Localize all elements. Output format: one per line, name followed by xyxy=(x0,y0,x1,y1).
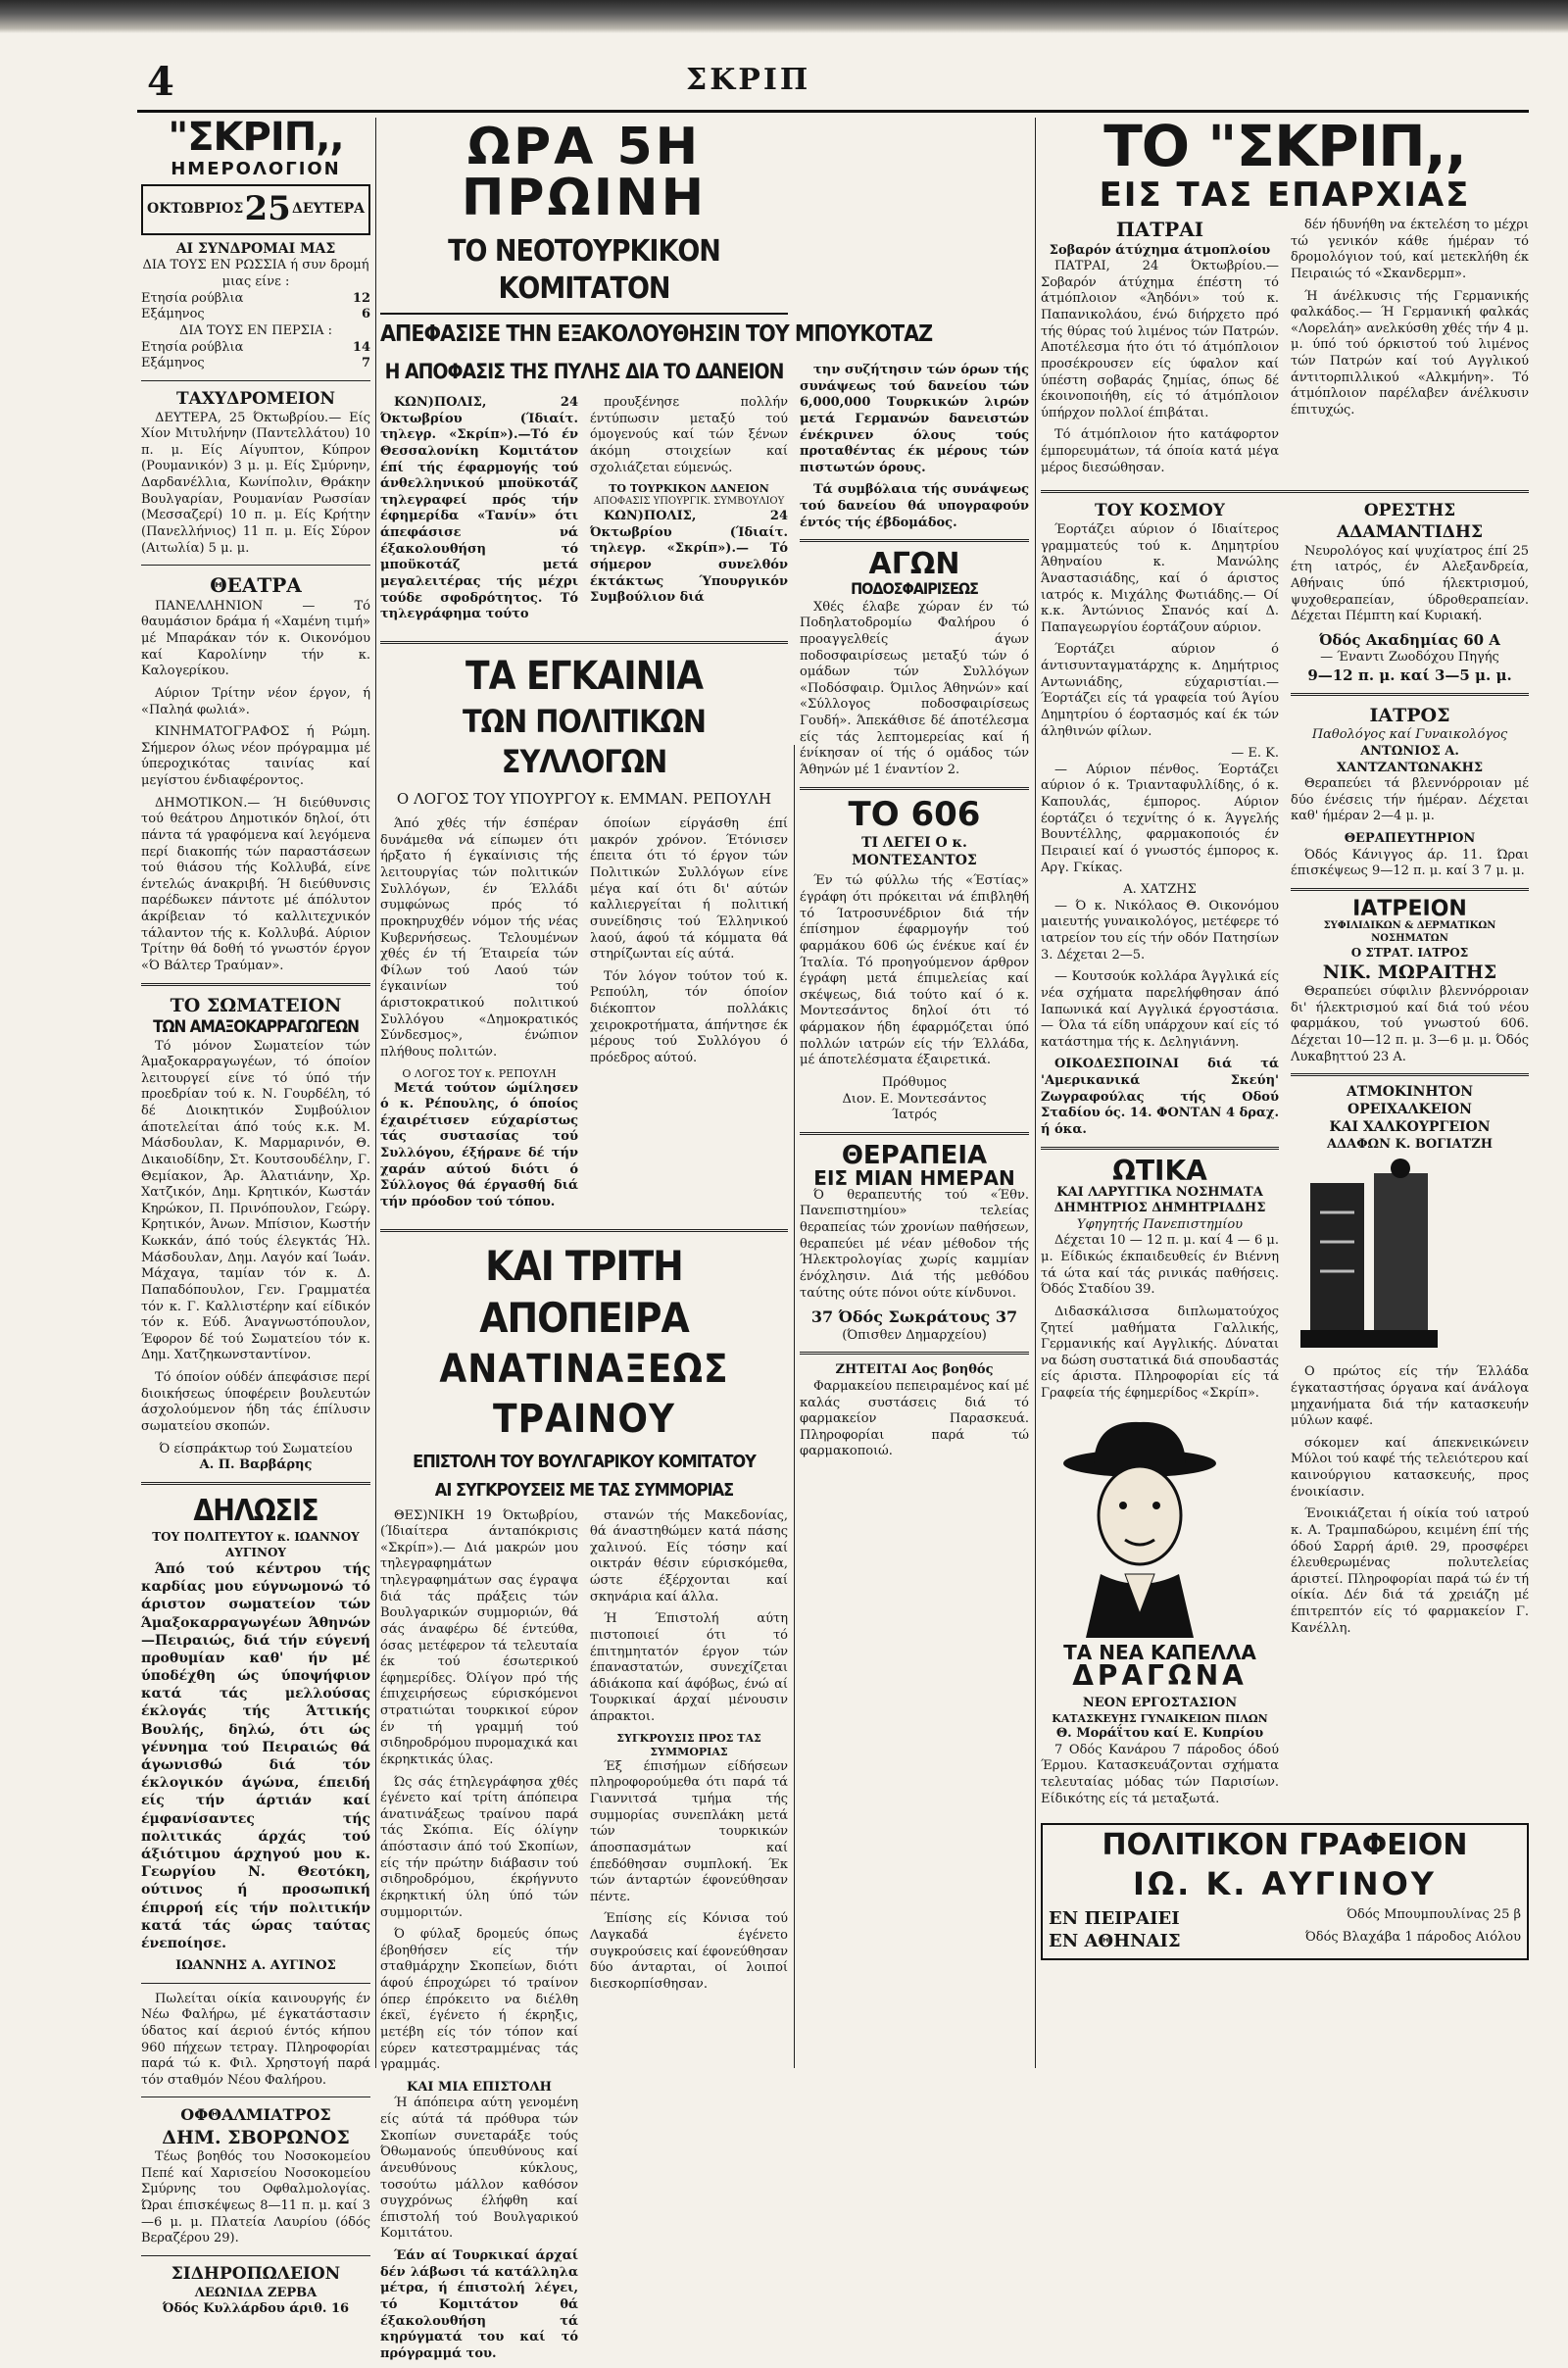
hats-subtitle: ΚΑΤΑΣΚΕΥΗΣ ΓΥΝΑΙΚΕΙΩΝ ΠΙΛΩΝ xyxy=(1052,1711,1268,1725)
therapeutirion-title: ΘΕΡΑΠΕΥΤΗΡΙΟΝ xyxy=(1344,831,1476,847)
article-paragraph: Ή άπόπειρα αύτη γενομένη είς αύτά τά πρόθυρα τών Σκοπίων συνεταράξε τούς Όθωμανούς ύπευθύνους καί άνευθύνους κύκλους, τοσούτω μάλλον καθόσον συγχρόνως έλήφθη καί έπιστολή τού Βουλγαρικού Κομιτάτου. xyxy=(380,2096,578,2242)
article-paragraph: Ή άνέλκυσις τής Γερμανικής φαλκάδος.— Ή Γερμανική φαλκάς «Λορελάη» ανελκύσθη χθές τήν 4 μ. μ. ύπό τού όρκιστού τού λιμένος τών Πατρών καί τού Αγγλικού άντιτορπιλλικού «Αλκμήνη». Τό άτμόπλοιον παρέλαβεν άνέλκυσιν έπιτυχώς. xyxy=(1291,288,1529,418)
atmok-text: Ο πρώτος είς τήν Έλλάδα έγκαταστήσας όργανα καί άνάλογα μηχανήματα διά τήν κατασκευήν μύλων καφέ. xyxy=(1291,1364,1529,1429)
doctor-title: ΟΡΕΣΤΗΣ ΑΔΑΜΑΝΤΙΔΗΣ xyxy=(1337,501,1483,543)
subscription-row: Εξάμηνος 6 xyxy=(141,307,370,322)
headline-komitaton: ΤΟ ΝΕΟΤΟΥΡΚΙΚΟΝ ΚΟΜΙΤΑΤΟΝ xyxy=(380,233,788,315)
otika-subtitle: Υφηγητής Πανεπιστημίου xyxy=(1076,1216,1244,1232)
headline-letter: ΕΠΙΣΤΟΛΗ ΤΟΥ ΒΟΥΛΓΑΡΙΚΟΥ ΚΟΜΙΤΑΤΟΥ xyxy=(413,1452,756,1473)
article-paragraph: ΠΑΤΡΑΙ, 24 Όκτωβρίου.— Σοβαρόν άτύχημα έπέστη τό άτμόπλοιον «Άηδόνι» τού κ. Παπανικολάου, ένώ διήρχετο πρό τής θύρας τού λιμένος τών Πατρών. Αποτέλεσμα ήτο ότι τό άτμόπλοιον προσέκρουσεν είς ύφαλον καί ύπέστη σοβαράς ζημίας, όπως δέ έκοινοποιήθη, είς τό άτμόπλοιον ύπήρχον πολλοί έπιβάται. xyxy=(1041,259,1279,420)
therapy-address: 37 Όδός Σωκράτους 37 xyxy=(810,1307,1018,1327)
column-rule xyxy=(794,745,795,2068)
subhead: ΚΑΙ ΜΙΑ ΕΠΙΣΤΟΛΗ xyxy=(407,2079,552,2095)
t606-text: Έν τώ φύλλω τής «Έστίας» έγράφη ότι πρόκειται νά έπιβληθή τό Ίατροσυνέδριον διά τήν έπίσημον έφαρμογήν τού φαρμάκου 606 ώς ένέκυε καί έν Ίταλία. Τό προηγούμενον άρθρον έγράφη μετά έπιμελείας καί σκέψεως, διά τούτο καί ό κ. Μοντεσάντος δηλοί ότι τό φάρμακον ήδη έφαρμόζεται ύπό πολλών ιατρών είς τήν Έλλάδα, μέ άποτελέσματα έξαιρετικά. xyxy=(800,873,1029,1068)
column-calendar xyxy=(141,115,370,2317)
ironmonger-title: ΣΙΔΗΡΟΠΩΛΕΙΟΝ xyxy=(171,2263,341,2284)
t606-sign: Πρόθυμος xyxy=(881,1074,948,1090)
union-text: Τό μόνον Σωματείον τών Άμαξοκαρραγωγέων, τό όποίον λειτουργεί είνε τό ύπό τήν προεδρίαν τού κ. Ν. Γουρδέλη, τό δέ Διοικητικόν Συμβούλιον άποτελείται άπό τούς κ.κ. Μ. Μάσδουλαν, Κ. Μαρμαρινόν, Θ. Δικαιοδίδην, Στ. Κουτσουδέλην, Γ. Θεμίακον, Άρ. Άλατιάνην, Χρ. Χατζικόν, Δημ. Κρητικόν, Κωστάν Κηρώκον, Π. Πρινόπουλον, Γεώργ. Κρητικόν, Άνων. Μπίσιον, Κωστήν Κωκκάν, άπό τούς έλεγκτάς Ήλ. Μάσδουλαν, Δημ. Λαγόν καί Ίωάν. Μάχαγα, ταμίαν τόν κ. Δ. Παπαδόπουλον, Γεν. Γραμματέα τόν κ. Γ. Καλλιστέρην καί είδικόν τόν κ. Εύδ. Άναγνωστόπουλον, Έφορον δέ τού Σωματείου τόν κ. Δημ. Χατζηκωνσταντίνον. xyxy=(141,1038,370,1363)
otika-text: Δέχεται 10 — 12 π. μ. καί 4 — 6 μ. μ. Είδικώς έκπαιδευθείς έν Βιέννη τά ώτα καί τάς ρινικάς παθήσεις. Όδός Σταδίου 39. xyxy=(1041,1233,1279,1298)
kosmos-sign: Α. ΧΑΤΖΗΣ xyxy=(1123,882,1197,898)
football-subtitle: ΠΟΔΟΣΦΑΙΡΙΣΕΩΣ xyxy=(851,579,978,599)
loan-article xyxy=(380,395,788,629)
calendar-month: ΟΚΤΩΒΡΙΟΣ xyxy=(147,200,244,217)
article-paragraph: Ή Έπιστολή αύτη πιστοποιεί ότι τό έπιτημητατόν έργον τών έπαναστατών, συνεχίζεται άδιάκοπα καί άφόβως, ένώ αί Τουρκικαί άρχαί μένουσιν άπρακτοι. xyxy=(590,1611,788,1725)
article-paragraph: στανών τής Μακεδονίας, θά άναστηθώμεν κατά πάσης χαλινού. Είς τόσην καί οικτράν θέσιν εύρισκόμεθα, ώστε έξέρχονται καί σκηνάρια καί άλλα. xyxy=(590,1507,788,1604)
subhead: Ο ΛΟΓΟΣ ΤΟΥ κ. ΡΕΠΟΥΛΗ xyxy=(402,1066,557,1080)
iatreion-text: Θεραπεύει σύφιλιν βλεννόρροιαν δι' ήλεκτρισμού καί διά τού νέου φαρμάκου, τού γνωστού 606. Δέχεται 10—12 π. μ. 3—6 μ. μ. Όδός Λυκαβηττού 23 Α. xyxy=(1291,984,1529,1064)
political-office-title: ΠΟΛΙΤΙΚΟΝ ΓΡΑΦΕΙΟΝ xyxy=(1102,1828,1468,1863)
t606-sign: Ίατρός xyxy=(891,1108,938,1123)
column-rule xyxy=(1035,118,1036,2068)
atmok-title: ΑΤΜΟΚΙΝΗΤΟΝ ΟΡΕΙΧΑΛΚΕΙΟΝ xyxy=(1346,1084,1474,1118)
calendar-date xyxy=(141,184,370,235)
headline-clubs: ΤΩΝ ΠΟΛΙΤΙΚΩΝ ΣΥΛΛΟΓΩΝ xyxy=(463,703,706,780)
atmok-subtitle: ΚΑΙ ΧΑΛΚΟΥΡΓΕΙΟΝ xyxy=(1329,1119,1491,1136)
iatreion-name: ΝΙΚ. ΜΩΡΑΙΤΗΣ xyxy=(1322,961,1497,983)
attempt-article xyxy=(380,1508,788,2368)
otika-subtitle: ΚΑΙ ΛΑΡΥΓΓΙΚΑ ΝΟΣΗΜΑΤΑ xyxy=(1056,1184,1263,1200)
theatres-title: ΘΕΑΤΡΑ xyxy=(210,573,302,598)
doctor-text: Νευρολόγος καί ψυχίατρος έπί 25 έτη ιατρός, έν Αλεξανδρεία, Αθήναις ύπό ήλεκτρισμού, ψυχοθεραπείαν, ύδροθεραπείαν. Δέχεται Πέμπτη καί Κυριακή. xyxy=(1291,543,1529,624)
wanted-title: ΖΗΤΕΙΤΑΙ Αος βοηθός xyxy=(835,1362,994,1378)
article-paragraph: Τά συμβόλαια τής συνάψεως τού δανείου θά υπογραφούν έντός τής έβδομάδος. xyxy=(800,482,1029,530)
calendar-weekday: ΔΕΥΤΕΡΑ xyxy=(291,200,365,217)
headline-inauguration: ΤΑ ΕΓΚΑΙΝΙΑ xyxy=(466,653,703,699)
iatreion-title: ΙΑΤΡΕΙΟΝ xyxy=(1352,896,1467,921)
therapy-title: ΘΕΡΑΠΕΙΑ xyxy=(841,1140,988,1170)
hats-name: ΔΡΑΓΩΝΑ xyxy=(1072,1659,1248,1693)
headline-loan: Η ΑΠΟΦΑΣΙΣ ΤΗΣ ΠΥΛΗΣ ΔΙΑ ΤΟ ΔΑΝΕΙΟΝ xyxy=(384,360,784,384)
article-paragraph: ΚΩΝ)ΠΟΛΙΣ, 24 Όκτωβρίου (Ίδιαίτ. τηλεγρ. «Σκρίπ»).— Τό σήμερον συνελθόν έκτάκτως Ύπουργικόν Συμβούλιον διά xyxy=(590,509,788,606)
article-paragraph: Ώς σάς έτηλεγράφησα χθές έγένετο καί τρίτη άπόπειρα άνατινάξεως τραίνου παρά τάς Σκόπια. Είς όλίγην άπόστασιν άπό τού Σκοπίων, είς τήν πρώτην διάβασιν τού σιδηροδρόμου, έκρήγνυτο έκρηκτική ύλη ύπό τών συμμοριτών. xyxy=(380,1774,578,1920)
column-provinces xyxy=(1041,113,1529,2068)
ophthalmologist-name: ΔΗΜ. ΣΒΟΡΩΝΟΣ xyxy=(162,2126,350,2148)
iatros-title: ΙΑΤΡΟΣ xyxy=(1369,704,1450,726)
theatres-item: ΔΗΜΟΤΙΚΟΝ.— Ή διεύθυνσις τού θεάτρου Δημοτικόν δηλοί, ότι πάντα τά γραφόμενα καί λεγόμενα περί διακοπής τών παραστάσεων τού θιάσου τής Κολλυβά, είνε έντελώς άνακριβή. Ή διεύθυνσις παρέδωκεν πάντοτε μέ άπόλυτον άκρίβειαν τό καλλιτεχνικόν τάλαντον τής κ. Κολλυβά. Αύριον Τρίτην θά δοθή τό γνωστόν έργον «Ό Βάλτερ Τραύμαν». xyxy=(141,795,370,973)
union-sign: Α. Π. Βαρβάρης xyxy=(199,1457,313,1473)
calendar-subtitle: ΗΜΕΡΟΛΟΓΙΟΝ xyxy=(171,159,341,179)
column-rule xyxy=(375,118,376,2068)
t606-title: ΤΟ 606 xyxy=(848,794,981,834)
subhead: ΑΠΟΦΑΣΙΣ ΥΠΟΥΡΓΙΚ. ΣΥΜΒΟΥΛΙΟΥ xyxy=(593,496,785,508)
kosmos-text: — Κουτσούκ κολλάρα Άγγλικά είς νέα σχήματα παρελήφθησαν άπό Ιαπωνικά καί Αγγλικά έργοστάσια.— Όλα τά είδη υπάρχουν καί είς τό κατάστημα τής κ. Δεληγιάννη. xyxy=(1041,969,1279,1050)
article-paragraph: Άπό χθές τήν έσπέραν δυνάμεθα νά είπωμεν ότι ήρξατο ή έγκαίνισις τής λειτουργίας τών πολιτικών Συλλόγων, έν Έλλάδι συμφώνως πρός τό προκηρυχθέν νόμον τής νέας Κυβερνήσεως. Τελουμένων χθές έν τή Έταιρεία τών Φίλων τού Λαού τών έγκαινίων τού άριστοκρατικού πολιτικού Συλλόγου «Δημοκρατικός Σύνδεσμος», ένώπιον πλήθους πολιτών. xyxy=(380,816,578,1060)
football-text: Χθές έλαβε χώραν έν τώ Ποδηλατοδρομίω Φαλήρου ό προαγγελθείς άγων ποδοσφαιρίσεως μεταξύ τών ό ομάδων τών Συλλόγων «Ποδόσφαιρ. Όμιλος Άθηνών» καί «Σύλλογος ποδοσφαιρίσεως Γουδή». Άπεκάθισε δέ άποτέλεσμα είς τάς λεπτομερείας καί ή ένίκησαν οί τής ό ομάδος τών Άθηνών μέ 1 έναντίον 2. xyxy=(800,599,1029,777)
banner-headline: ΩΡΑ 5Η ΠΡΩΙΝΗ xyxy=(461,118,708,227)
t606-sign: Διον. Ε. Μοντεσάντος xyxy=(842,1091,987,1107)
subscriptions-persia: ΔΙΑ ΤΟΥΣ ΕΝ ΠΕΡΣΙΑ : xyxy=(178,322,333,338)
otika-name: ΔΗΜΗΤΡΙΟΣ ΔΗΜΗΤΡΙΑΔΗΣ xyxy=(1054,1201,1266,1216)
otika-title: ΩΤΙΚΑ xyxy=(1112,1154,1207,1187)
article-paragraph: Τόν λόγον τούτον τού κ. Ρεπούλη, τόν όποίον διέκοπτον πολλάκις χειροκροτήματα, άπήντησε έκ μέρους τού Συλλόγου ό πρόεδρος αύτού. xyxy=(590,968,788,1065)
union-text: Τό όποίον ούδέν άπεφάσισε περί διοικήσεως ύποφέρειν βουλευτών άσχολούμενον ήδη τάς έπίλυσιν σωματείου σκοπών. xyxy=(141,1370,370,1434)
article-paragraph: όποίων είργάσθη έπί μακρόν χρόνον. Έτόνισεν έπειτα ότι τό έργον τών Πολιτικών Συλλόγων είνε μέγα καί ότι δι' αύτών καλλιεργείται ή πολιτική συνείδησις τού Έλληνικού λαού, άφού τά κόμματα θά στηρίζωνται είς αύτά. xyxy=(590,816,788,962)
article-paragraph: την συζήτησιν τών όρων τής συνάψεως τού δανείου τών 6,000,000 Τουρκικών λιρών μετά Γερμανών δανειστών ένέκρινεν όλους τούς προταθέντας έκ μέρους τών πιστωτών όρους. xyxy=(800,363,1029,475)
patrai-lead: Σοβαρόν άτύχημα άτμοπλοίου xyxy=(1049,242,1271,258)
headline-clashes: ΑΙ ΣΥΓΚΡΟΥΣΕΙΣ ΜΕ ΤΑΣ ΣΥΜΜΟΡΙΑΣ xyxy=(434,1480,734,1502)
provinces-body xyxy=(1041,501,1529,1813)
ophthalmologist-text: Τέως βοηθός του Νοσοκομείου Πεπέ καί Χαρισείου Νοσοκομείου Σμύρνης του Οφθαλμολογίας. Ώραι έπισκέψεως 8—11 π. μ. καί 3—6 μ. μ. Πλατεία Λαυρίου (όδός Βεραζέρου 29). xyxy=(141,2149,370,2246)
hats-subtitle: ΝΕΟΝ ΕΡΓΟΣΤΑΣΙΟΝ xyxy=(1082,1696,1238,1711)
therapy-text: Ό θεραπευτής τού «Έθν. Πανεπιστημίου» τελείας θεραπείας τών χρονίων παθήσεων, θεραπεύει μέ νέαν μέθοδον τής Ήλεκτρολογίας χωρίς καμμίαν ένόχλησιν. Διά τής μεθόδου ταύτης ούτε πόνοι ούτε κίνδυνοι. xyxy=(800,1187,1029,1301)
doctor-address: Όδός Ακαδημίας 60 Α xyxy=(1319,630,1500,649)
therapy-address: (Όπισθεν Δημαρχείου) xyxy=(842,1327,987,1343)
hats-address: Θ. Μοράΐτου καί Ε. Κυπρίου xyxy=(1055,1726,1264,1742)
subscription-row: Ετησία ρούβλια 14 xyxy=(141,339,370,355)
hats-text: 7 Οδός Κανάρου 7 πάροδος όδού Έρμου. Κατασκευάζονται σχήματα τελευταίας μόδας τών Παρισίων. Είδικότης είς τά μεταξωτά. xyxy=(1041,1742,1279,1806)
house-text: Ένοικιάζεται ή οίκία τού ιατρού κ. Α. Τραμπαδώρου, κειμένη έπί τής όδού Σαρρή άριθ. 29, προσφέρει έλευθερωμένας πολυτελείας άριστεί. Πληροφορίαι παρά τώ έν τή οίκία. Δέν διά τά χρειάζη μέ έπιτρεπτόν είς τό φαρμακείον Γ. Κανέλλη. xyxy=(1291,1506,1529,1636)
theatres-item: ΠΑΝΕΛΛΗΝΙΟΝ — Τό θαυμάσιον δράμα ή «Χαμένη τιμή» μέ Μπαράκαν τόν κ. Οικονόμου καί Καρολίνην τήν κ. Καλογερίκου. xyxy=(141,598,370,679)
declaration-title: ΔΗΛΩΣΙΣ xyxy=(193,1493,318,1528)
article-paragraph: Μετά τούτον ώμίλησεν ό κ. Ρέπουλης, ό όποίος έχαιρέτισεν εύχαρίστως τάς συστασίας τού Συλλόγου, έξήρανε δέ τήν χαράν αύτού διότι ό Σύλλογος θά έργασθή διά τήν πρόοδον τού τόπου. xyxy=(380,1080,578,1209)
article-paragraph: ΘΕΣ)ΝΙΚΗ 19 Όκτωβρίου, (Ίδιαίτερα άνταπόκρισις «Σκρίπ»).— Διά μακρών μου τηλεγραφημάτων τηλεγραφημάτων σας έγραψα διά τάς πράξεις τών Βουλγαρικών συμμοριών, θά σάς άναφέρω δέ έντεύθα, όσας μετέφερον τά τελευταία έκ τού έσωτερικού έφημερίδες. Όλίγον πρό τής έπιχειρήσεως εύρισκόμενοι στρατιώται τουρκικοί εύρον έν τή γραμμή τού σιδηροδρόμου πυρομαχικά και έκρηκτικάς ύλας. xyxy=(380,1507,578,1767)
article-paragraph: Έπίσης είς Κόνισα τού Λαγκαδά έγένετο συγκρούσεις καί έφονεύθησαν δύο άνταρται, οί λοιποί διεσκορπίσθησαν. xyxy=(590,1911,788,1992)
subscriptions-title: ΑΙ ΣΥΝΔΡΟΜΑΙ ΜΑΣ xyxy=(175,240,336,257)
iatreion-subtitle: ΣΥΦΙΛΙΔΙΚΩΝ & ΔΕΡΜΑΤΙΚΩΝ ΝΟΣΗΜΑΤΩΝ xyxy=(1323,919,1496,944)
iatreion-doc: Ο ΣΤΡΑΤ. ΙΑΤΡΟΣ xyxy=(1350,945,1469,960)
headline-third-attempt: ΚΑΙ ΤΡΙΤΗ ΑΠΟΠΕΙΡΑ xyxy=(479,1241,689,1343)
headline-boycott: ΑΠΕΦΑΣΙΣΕ ΤΗΝ ΕΞΑΚΟΛΟΥΘΗΣΙΝ ΤΟΥ ΜΠΟΥΚΟΤΑΖ xyxy=(380,321,933,347)
page-number: 4 xyxy=(147,59,174,105)
therapy-subtitle: ΕΙΣ ΜΙΑΝ ΗΜΕΡΑΝ xyxy=(813,1165,1015,1190)
hats-title: ΤΑ ΝΕΑ ΚΑΠΕΛΛΑ xyxy=(1063,1641,1256,1665)
headline-train: ΑΝΑΤΙΝΑΞΕΩΣ ΤΡΑΙΝΟΥ xyxy=(439,1347,729,1443)
article-paragraph: Ό φύλαξ δρομεύς όπως έβοηθήσεν είς τήν σταθμάρχην Σκοπείων, διότι άφού έπροχώρει τό τραίνον όπερ έπρόκειτο να διέλθη έκεϊ, έγένετο ή έκρηξις, μετέβη είς τόν τόπον καί εύρεν κατεστραμμένας τάς γραμμάς. xyxy=(380,1927,578,2073)
masthead: ΣΚΡΙΠ xyxy=(686,63,811,97)
coffee-mill-illustration xyxy=(1291,1154,1447,1359)
political-office-row: ΕΝ ΠΕΙΡΑΙΕΙ Όδός Μπουμπουλίνας 25 β xyxy=(1049,1907,1521,1930)
provinces-subtitle: ΕΙΣ ΤΑΣ ΕΠΑΡΧΙΑΣ xyxy=(1099,175,1471,215)
subscriptions-russia: ΔΙΑ ΤΟΥΣ ΕΝ ΡΩΣΣΙΑ ή συν δρομή μιας είνε : xyxy=(142,258,369,290)
subhead: ΣΥΓΚΡΟΥΣΙΣ ΠΡΟΣ ΤΑΣ ΣΥΜΜΟΡΙΑΣ xyxy=(616,1731,761,1758)
ophthalmologist-title: ΟΦΘΑΛΜΙΑΤΡΟΣ xyxy=(180,2105,331,2125)
iatros-subtitle: Παθολόγος καί Γυναικολόγος xyxy=(1311,727,1508,743)
atmok-name: ΑΔΑΦΩΝ Κ. ΒΟΓΙΑΤΖΗ xyxy=(1326,1137,1494,1153)
theatres-item: Αύριον Τρίτην νέον έργον, ή «Παληά φωλιά». xyxy=(141,685,370,717)
column-news xyxy=(800,363,1029,2068)
article-paragraph: Τό άτμόπλοιον ήτο κατάφορτον έμπορευμάτων, τά όποία κατά μέγα μέρος διεσώθησαν. xyxy=(1041,427,1279,475)
kosmos-text: — Αύριον πένθος. Έορτάζει αύριον ό κ. Τριανταφυλλίδης, ό κ. Καπουλάς, έμπορος. Αύριον έορτάζει ό τεχνίτης ό κ. Άγγελής Βουντέλλης, φαρμακοποιός έν Πειραιεί καί ό γνωστός έμπορος κ. Αργ. Γκίκας. xyxy=(1041,762,1279,875)
declaration-text: Άπό τού κέντρου τής καρδίας μου εύγνωμονώ τό άριστον σωματείον τών Άμαξοκαρραγωγέων Άθηνών—Πειραιώς, διά τήν εύγενή προθυμίαν καθ' ήν μέ ύποδέχθη ώς ύποψήφιον κατά τάς μελλούσας έκλογάς τής Άττικής Βουλής, δηλώ, ότι ώς γέννημα τού Πειραιώς θά άγωνισθώ διά τόν έκλογικόν άγώνα, έπειδή είς τήν άρτιάν καί έμφανίσαντες τής πολιτικάς άρχάς τού άξιότιμου άρχηγού μου κ. Γεωργίου Ν. Θεοτόκη, ούτινος ή προσωπική έπιρροή είς τήν πολιτικήν κατά τάς ώρας ταύτας ένεποίησε. xyxy=(141,1560,370,1951)
t606-subtitle: ΤΙ ΛΕΓΕΙ Ο κ. ΜΟΝΤΕΣΑΝΤΟΣ xyxy=(852,834,977,868)
headline-speech: Ο ΛΟΓΟΣ ΤΟΥ ΥΠΟΥΡΓΟΥ κ. ΕΜΜΑΝ. ΡΕΠΟΥΛΗ xyxy=(396,789,772,808)
football-title: ΑΓΩΝ xyxy=(868,547,960,582)
calendar-day: 25 xyxy=(244,189,291,228)
post-text: ΔΕΥΤΕΡΑ, 25 Όκτωβρίου.— Είς Χίον Μιτυλήνην (Παντελλάτου) 10 π. μ. Είς Αίγυπτον, Κύπρον (Ρουμανικόν) 3 μ. μ. Είς Σμύρνην, Δαρδανέλλια, Κωνίπολιν, Θράκην Βουλγαρίαν, Ρουμανίαν Ρωσσίαν (Μεσσαζερί) 10 π. μ. Είς Κρήτην (Πανελλήνιος) 11 π. μ. Είς Σύρον (Αιτωλία) 5 μ. μ. xyxy=(141,410,370,556)
declaration-sign: ΙΩΑΝΝΗΣ Α. ΑΥΓΙΝΟΣ xyxy=(175,1958,336,1974)
kosmos-sign: — Ε. Κ. xyxy=(1231,746,1279,762)
sale-notice: Πωλείται οίκία καινουργής έν Νέω Φαλήρω, μέ έγκατάστασιν ύδατος καί άεριού έντός κήπου 960 πήχεων τετραγ. Πληροφορίαι παρά τώ κ. Φιλ. Χρηστογή παρά τόν σταθμόν Νέου Φαλήρου. xyxy=(141,1991,370,2088)
kosmos-text: Έορτάζει αύριον ό άντισυνταγματάρχης κ. Δημήτριος Αντωνιάδης, εύχαριστίαι.— Έορτάζει είς τά γραφεία τού Άγίου Δημητρίου ό έορτασμός καί έκ τών άληθινών φίλων. xyxy=(1041,642,1279,739)
patrai-title: ΠΑΤΡΑΙ xyxy=(1115,218,1204,241)
political-office-name: ΙΩ. Κ. ΑΥΓΙΝΟΥ xyxy=(1133,1865,1437,1903)
union-sign-label: Ό είσπράκτωρ τού Σωματείου xyxy=(159,1441,353,1456)
calendar-title: "ΣΚΡΙΠ,, xyxy=(168,115,344,160)
wanted-text: Φαρμακείου πεπειραμένος καί μέ καλάς συστάσεις διά τό φαρμακείον Παρασκευά. Πληροφορίαι παρά τώ φαρμακοποιώ. xyxy=(800,1378,1029,1459)
iatros-name: ΑΝΤΩΝΙΟΣ Α. ΧΑΝΤΖΑΝΤΩΝΑΚΗΣ xyxy=(1336,743,1484,775)
ironmonger-address: Όδός Κυλλάρδου άριθ. 16 xyxy=(162,2301,350,2317)
doctor-address: — Έναντι Ζωοδόχου Πηγής xyxy=(1320,650,1499,666)
article-paragraph: προυξένησε πολλήν έντύπωσιν μεταξύ τού όμογενούς καί τών ξένων άκόμη στοιχείων καί σχολιάζεται εύμενώς. xyxy=(590,395,788,475)
article-paragraph: ΚΩΝ)ΠΟΛΙΣ, 24 Όκτωβρίου (Ίδιαίτ. τηλεγρ. «Σκρίπ»).—Τό έν Θεσσαλονίκη Κομιτάτον έπί τής έφαρμογής τού άνθελληνικού μποϋκοτάζ τηλεγραφεί πρός τήν έφημερίδα «Τανίν» ότι άπεφάσισε νά έξακολουθήση τό μποϋκοτάζ μετά μεγαλειτέρας τής μέχρι τούδε σφοδρότητος. Τό τηλεγράφημα τούτο xyxy=(380,395,578,622)
kosmos-title: ΤΟΥ ΚΟΣΜΟΥ xyxy=(1095,501,1225,521)
kosmos-text: ΟΙΚΟΔΕΣΠΟΙΝΑΙ διά τά 'Αμερικανικά Σκεύη' Ζωγραφούλας τής Οδού Σταδίου ός. 14. ΦΟΝΤΑΝ 4 δραχ. ή όκα. xyxy=(1041,1057,1279,1137)
provinces-title: ΤΟ "ΣΚΡΙΠ,, xyxy=(1103,113,1466,179)
ironmonger-name: ΛΕΩΝΙΔΑ ΖΕΡΒΑ xyxy=(194,2285,318,2300)
post-title: ΤΑΧΥΔΡΟΜΕΙΟΝ xyxy=(175,388,336,409)
inauguration-article xyxy=(380,816,788,1216)
article-paragraph: Έξ έπισήμων είδήσεων πληροφορούμεθα ότι παρά τά Γιαννιτσά τμήμα τής συμμορίας συνεπλάκη μετά τών τουρκικών άποσπασμάτων καί έπεδόθησαν συμπλοκή. Έκ τών άνταρτών έφονεύθησαν πέντε. xyxy=(590,1758,788,1904)
article-paragraph: δέν ήδυνήθη να έκτελέση το μέχρι τώ γενικόν κάθε ήμέραν τό δρομολόγιον τού, καί μετεκλήθη έκ Πειραιώς τό «Σκανδερμπ». xyxy=(1291,218,1529,281)
theatres-item: ΚΙΝΗΜΑΤΟΓΡΑΦΟΣ ή Ρώμη. Σήμερον όλως νέον πρόγραμμα μέ ύπεροχικότας ταινίας καί μεγίστου ένδιαφέροντος. xyxy=(141,724,370,789)
subhead: ΤΟ ΤΟΥΡΚΙΚΟΝ ΔΑΝΕΙΟΝ xyxy=(609,482,769,496)
declaration-subtitle: ΤΟΥ ΠΟΛΙΤΕΥΤΟΥ κ. ΙΩΑΝΝΟΥ ΑΥΓΙΝΟΥ xyxy=(152,1530,360,1559)
iatros-text: Θεραπεύει τά βλεννόρροιαν μέ δύο ένέσεις τήν ήμέραν. Δέχεται καθ' ήμέραν 2—4 μ. μ. xyxy=(1291,776,1529,824)
union-subtitle: ΤΩΝ ΑΜΑΞΟΚΑΡΡΑΓΩΓΕΩΝ xyxy=(153,1016,359,1037)
kosmos-text: Έορτάζει αύριον ό Ιδιαίτερος γραμματεύς τού κ. Δημητρίου Άθηναίου κ. Μανώλης Άναστασιάδης, καί ό άριστος ιατρός κ. Μιχάλης Φωτιάδης.— Οί κ.κ. Άντώνιος Σπανός καί Δ. Παπαγεωργίου έορτάζουν αύριον. xyxy=(1041,522,1279,635)
mill-text: σόκομεν καί άπεκνεικώνειν Μύλοι τού καφέ τής τελειότερου καί καινούργιου κατασκευής, προς ένοικίασιν. xyxy=(1291,1435,1529,1500)
lessons-text: Διδασκάλισσα διπλωματούχος ζητεί μαθήματα Γαλλικής, Γερμανικής καί Αγγλικής. Δύναται να δώση συστατικά διά σπουδαστάς είς άριστα. Πληροφορίαι είς τά Γραφεία τής έφημερίδος «Σκρίπ». xyxy=(1041,1304,1279,1402)
political-office-ad xyxy=(1041,1823,1529,1960)
subscription-row: Ετησία ρούβλια 12 xyxy=(141,290,370,306)
patrai-section xyxy=(1041,218,1529,482)
scan-edge xyxy=(0,0,1568,33)
doctor-hours: 9—12 π. μ. καί 3—5 μ. μ. xyxy=(1307,666,1512,684)
article-paragraph: Έάν αί Τουρκικαί άρχαί δέν λάβωσι τά κατάλληλα μέτρα, ή έπιστολή λέγει, τό Κομιτάτον θά έξακολουθήση τά κηρύγματά του καί τό πρόγραμμά του. xyxy=(380,2248,578,2361)
hat-man-illustration xyxy=(1047,1412,1233,1638)
therapeutirion-text: Όδός Κάνιγγος άρ. 11. Ώραι έπισκέψεως 9—12 π. μ. καί 3 7 μ. μ. xyxy=(1291,847,1529,879)
union-title: ΤΟ ΣΩΜΑΤΕΙΟΝ xyxy=(170,994,342,1016)
political-office-row: ΕΝ ΑΘΗΝΑΙΣ Όδός Βλαχάβα 1 πάροδος Αιόλου xyxy=(1049,1930,1521,1952)
subscription-row: Εξάμηνος 7 xyxy=(141,356,370,371)
kosmos-text: — Ό κ. Νικόλαος Θ. Οικονόμου μαιευτής γυναικολόγος, μετέφερε τό ιατρείον του είς τήν οδόν Πατησίων 3. Δέχεται 2—5. xyxy=(1041,898,1279,962)
